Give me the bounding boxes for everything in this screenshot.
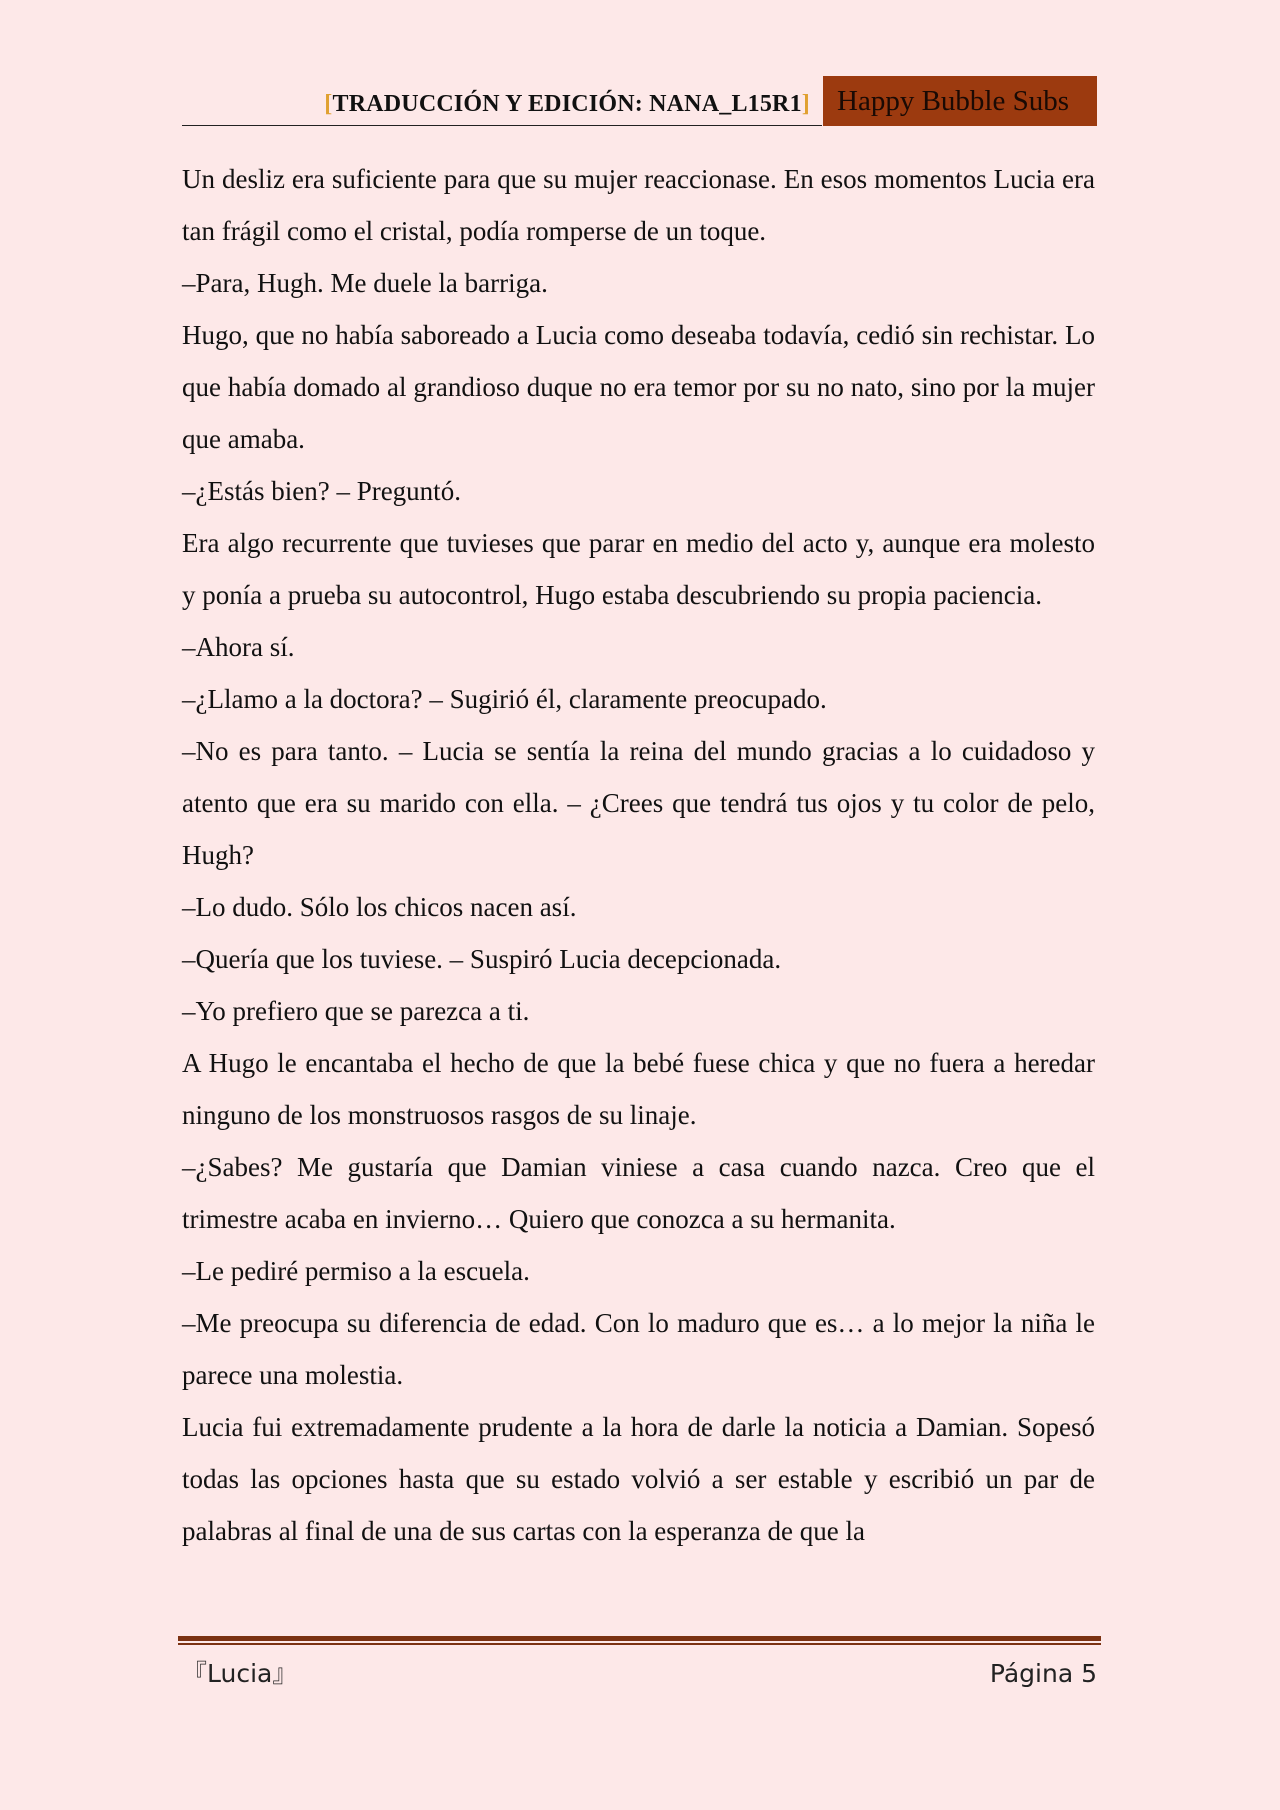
paragraph: –Me preocupa su diferencia de edad. Con lo maduro que es… a lo mejor la niña le parece una molestia.: [182, 1308, 1095, 1390]
footer-rule-thick: [178, 1636, 1101, 1641]
document-body: [182, 153, 1095, 1557]
group-badge: Happy Bubble Subs: [823, 76, 1097, 126]
paragraph: –Le pediré permiso a la escuela.: [182, 1256, 530, 1286]
paragraph: –No es para tanto. – Lucia se sentía la reina del mundo gracias a lo cuidadoso y atento que era su marido con ella. – ¿Crees que tendrá tus ojos y tu color de pelo, Hugh?: [182, 736, 1095, 870]
bracket-close: ]: [801, 91, 810, 117]
paragraph: –Yo prefiero que se parezca a ti.: [182, 996, 530, 1026]
paragraph: Lucia fui extremadamente prudente a la hora de darle la noticia a Damian. Sopesó todas las opciones hasta que su estado volvió a ser estable y escribió un par de palabras al final de una de sus cartas con la esperanza de que la: [182, 1412, 1095, 1546]
paragraph: –Para, Hugh. Me duele la barriga.: [182, 268, 548, 298]
paragraph: Hugo, que no había saboreado a Lucia como deseaba todavía, cedió sin rechistar. Lo que había domado al grandioso duque no era temor por su no nato, sino por la mujer que amaba.: [182, 320, 1095, 454]
paragraph: A Hugo le encantaba el hecho de que la bebé fuese chica y que no fuera a heredar ninguno de los monstruosos rasgos de su linaje.: [182, 1048, 1095, 1130]
paragraph: –¿Sabes? Me gustaría que Damian viniese a casa cuando nazca. Creo que el trimestre acaba en invierno… Quiero que conozca a su hermanita.: [182, 1152, 1095, 1234]
footer-title: 『Lucia』: [182, 1659, 298, 1688]
credit-text: TRADUCCIÓN Y EDICIÓN: NANA_L15R1: [332, 91, 802, 117]
page-header: [182, 76, 1097, 126]
paragraph: –¿Estás bien? – Preguntó.: [182, 476, 461, 506]
paragraph: –¿Llamo a la doctora? – Sugirió él, claramente preocupado.: [182, 684, 827, 714]
paragraph: Un desliz era suficiente para que su mujer reaccionase. En esos momentos Lucia era tan frágil como el cristal, podía romperse de un toque.: [182, 164, 1095, 246]
page-number: Página 5: [989, 1659, 1097, 1688]
paragraph: –Lo dudo. Sólo los chicos nacen así.: [182, 892, 577, 922]
translator-credit: [182, 76, 822, 126]
footer-rule-thin: [178, 1643, 1101, 1645]
paragraph: Era algo recurrente que tuvieses que parar en medio del acto y, aunque era molesto y ponía a prueba su autocontrol, Hugo estaba descubriendo su propia paciencia.: [182, 528, 1095, 610]
bracket-open: [: [324, 91, 333, 117]
paragraph: –Ahora sí.: [182, 632, 295, 662]
paragraph: –Quería que los tuviese. – Suspiró Lucia decepcionada.: [182, 944, 782, 974]
